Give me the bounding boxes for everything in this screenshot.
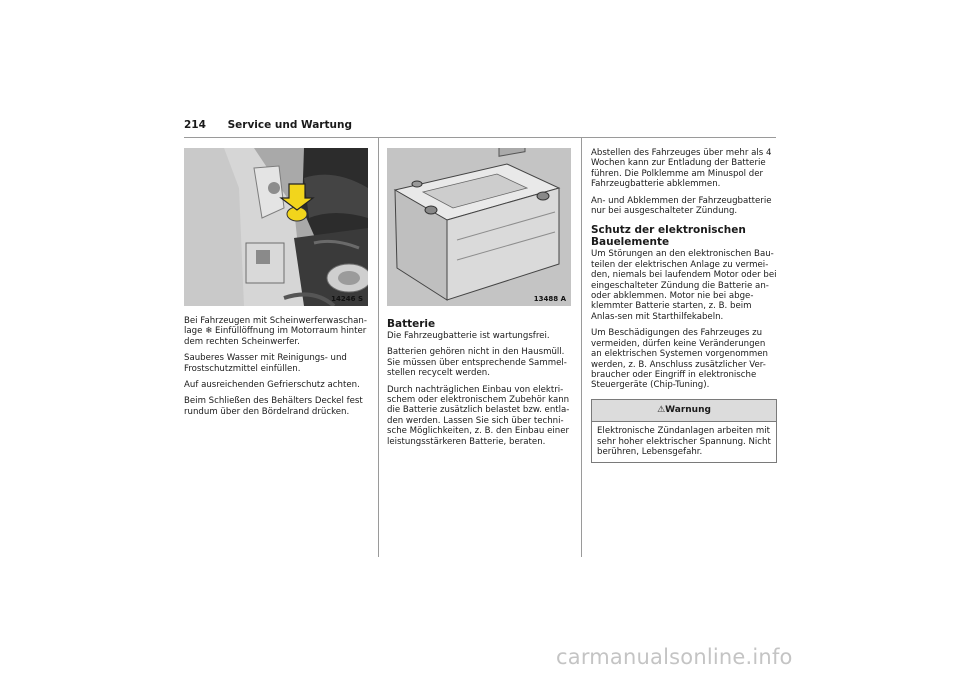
warning-text: Elektronische Zündanlagen arbeiten mit sehr hoher elektrischer Spannung. Nicht berühren, Lebensgefahr. — [597, 426, 771, 457]
warning-header — [592, 400, 776, 422]
battery-photo — [387, 148, 571, 306]
warning-icon: ⚠ — [657, 404, 666, 415]
column-divider-2 — [581, 137, 582, 557]
page-header — [184, 119, 352, 131]
image-code: 14246 S — [331, 294, 363, 303]
header-rule — [184, 137, 776, 138]
paragraph: Sauberes Wasser mit Reinigungs- und Frostschutzmittel einfüllen. — [184, 353, 347, 374]
column-2 — [387, 148, 571, 453]
paragraph: Um Störungen an den elektronischen Bau-teilen der elektrischen Anlage zu vermei-den, niemals bei laufendem Motor oder bei eingeschalteter Zündung die Batterie an- oder abklemmen. Motor nie bei abge-klemmter Batterie starten, z. B. beim Anlas-sen mit Starthilfekabeln. — [591, 249, 777, 322]
warning-box — [591, 399, 777, 464]
section-heading: Schutz der elektronischen Bauelemente — [591, 224, 746, 249]
paragraph: Abstellen des Fahrzeuges über mehr als 4 Wochen kann zur Entladung der Batterie führen. Die Polklemme am Minuspol der Fahrzeugbatterie abklemmen. — [591, 148, 772, 190]
battery-illustration — [387, 148, 571, 306]
section-title: Service und Wartung — [227, 119, 352, 131]
image-code: 13488 A — [533, 294, 566, 303]
paragraph: Auf ausreichenden Gefrierschutz achten. — [184, 380, 360, 391]
paragraph: Um Beschädigungen des Fahrzeuges zu vermeiden, dürfen keine Veränderungen an elektrischen Systemen vorgenommen werden, z. B. Anschluss zusätzlicher Ver-braucher oder Eingriff in elektronische Steuergeräte (Chip-Tuning). — [591, 328, 768, 391]
paragraph: Batterien gehören nicht in den Hausmüll. Sie müssen über entsprechende Sammel-stellen recycelt werden. — [387, 347, 567, 379]
watermark: carmanualsonline.info — [556, 645, 793, 669]
column-1 — [184, 148, 368, 423]
column-divider-1 — [378, 137, 379, 557]
paragraph: An- und Abklemmen der Fahrzeugbatterie nur bei ausgeschalteter Zündung. — [591, 195, 772, 217]
warning-title: Warnung — [665, 404, 711, 415]
paragraph: Durch nachträglichen Einbau von elektri-schem oder elektronischem Zubehör kann die Batterie zusätzlich belastet bzw. entla-den werden. Lassen Sie sich über techni-sche Möglichkeiten, z. B. den Einbau einer leistungsstärkeren Batterie, beraten. — [387, 384, 570, 447]
section-heading: Batterie — [387, 318, 436, 330]
paragraph: Beim Schließen des Behälters Deckel fest rundum über den Bördelrand drücken. — [184, 396, 363, 417]
washer-reservoir-photo — [184, 148, 368, 306]
paragraph: Bei Fahrzeugen mit Scheinwerferwaschan-lage ❄ Einfüllöffnung im Motorraum hinter dem rechten Scheinwerfer. — [184, 316, 367, 347]
engine-bay-illustration — [184, 148, 368, 306]
column-3 — [591, 148, 777, 463]
paragraph: Die Fahrzeugbatterie ist wartungsfrei. — [387, 331, 550, 341]
page-number: 214 — [184, 119, 206, 131]
